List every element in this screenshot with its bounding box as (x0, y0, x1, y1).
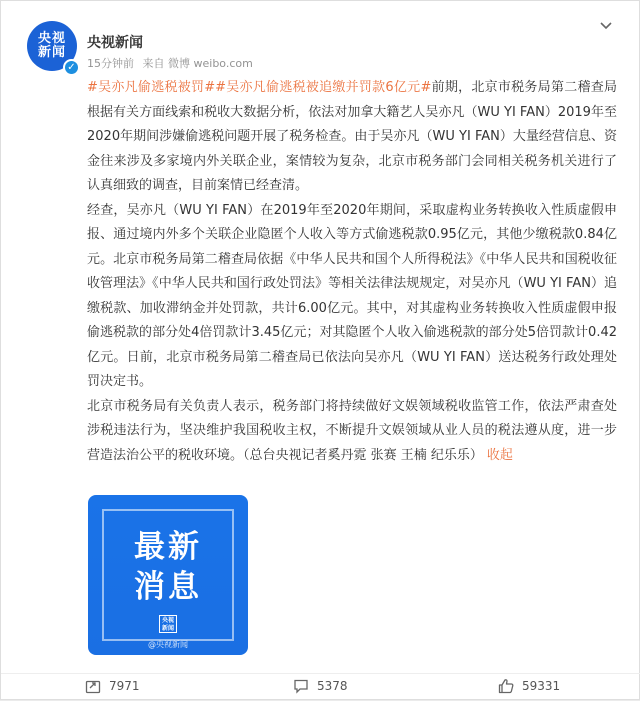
image-headline (88, 527, 248, 607)
image-watermark: @央视新闻 (148, 640, 188, 649)
collapse-link[interactable]: 收起 (486, 447, 513, 463)
image-headline-line1: 最新 (134, 529, 202, 565)
avatar-text-bottom: 新闻 (37, 45, 66, 60)
post-time[interactable]: 15分钟前 (87, 57, 134, 70)
like-button[interactable] (498, 678, 560, 694)
post-source: 来自 微博 weibo.com (142, 57, 253, 70)
action-bar (1, 673, 640, 701)
post-paragraph-1 (87, 76, 617, 199)
logo-line1: 央视 (161, 617, 174, 624)
image-headline-line2: 消息 (134, 569, 202, 605)
comment-count: 5378 (317, 679, 348, 693)
post-paragraph-2: 经查，吴亦凡（WU YI FAN）在2019年至2020年期间，采取虚构业务转换收入性质虚假申报、通过境内外多个关联企业隐匿个人收入等方式偷逃税款0.95亿元，其他少缴税款0.84亿元。北京市税务局第二稽查局依据《中华人民共和国个人所得税法》《中华人民共和国税收征收管理法》《中华人民共和国行政处罚法》等相关法律法规规定，对吴亦凡（WU YI FAN）追缴税款、加收滞纳金并处罚款，共计6.00亿元。其中，对其虚构业务转换收入性质虚假申报偷逃税款的部分处4倍罚款计3.45亿元；对其隐匿个人收入偷逃税款的部分处5倍罚款计0.42亿元。日前，北京市税务局第二稽查局已依法向吴亦凡（WU YI FAN）送达税务行政处理处罚决定书。 (87, 202, 617, 389)
post-image[interactable] (88, 495, 248, 655)
avatar-text-top: 央视 (37, 31, 66, 47)
repost-count: 7971 (109, 679, 140, 693)
logo-line2: 新闻 (161, 625, 174, 632)
post-body (87, 76, 617, 468)
repost-button[interactable] (85, 678, 140, 694)
like-count: 59331 (522, 679, 561, 693)
account-name[interactable]: 央视新闻 (87, 35, 143, 51)
post-paragraph-3 (87, 395, 617, 469)
verified-badge-icon: ✓ (63, 59, 80, 76)
chevron-down-icon[interactable] (598, 17, 614, 33)
comment-button[interactable] (293, 678, 348, 694)
post-meta (87, 55, 258, 71)
topic-link-1[interactable]: #吴亦凡偷逃税被罚# (87, 80, 216, 95)
thumbs-up-icon (498, 678, 514, 694)
repost-icon (85, 678, 101, 694)
cctv-logo (159, 615, 177, 633)
topic-link-2[interactable]: #吴亦凡偷逃税被追缴并罚款6亿元# (215, 80, 432, 95)
comment-icon (293, 678, 309, 694)
paragraph-3-text: 北京市税务局有关负责人表示，税务部门将持续做好文娱领域税收监管工作，依法严肃查处涉税违法行为，坚决维护我国税收主权，不断提升文娱领域从业人员的税法遵从度，进一步营造法治公平的税收环境。（总台央视记者奚丹霓 张赛 王楠 纪乐乐） (87, 398, 617, 463)
paragraph-1-text: 前期，北京市税务局第二稽查局根据有关方面线索和税收大数据分析，依法对加拿大籍艺人吴亦凡（WU YI FAN）2019年至2020年期间涉嫌偷逃税问题开展了税务检查。由于吴亦凡（WU YI FAN）大量经营信息、资金往来涉及多家境内外关联企业，案情较为复杂，北京市税务部门会同相关税务机关进行了认真细致的调查，目前案情已经查清。 (87, 80, 617, 193)
